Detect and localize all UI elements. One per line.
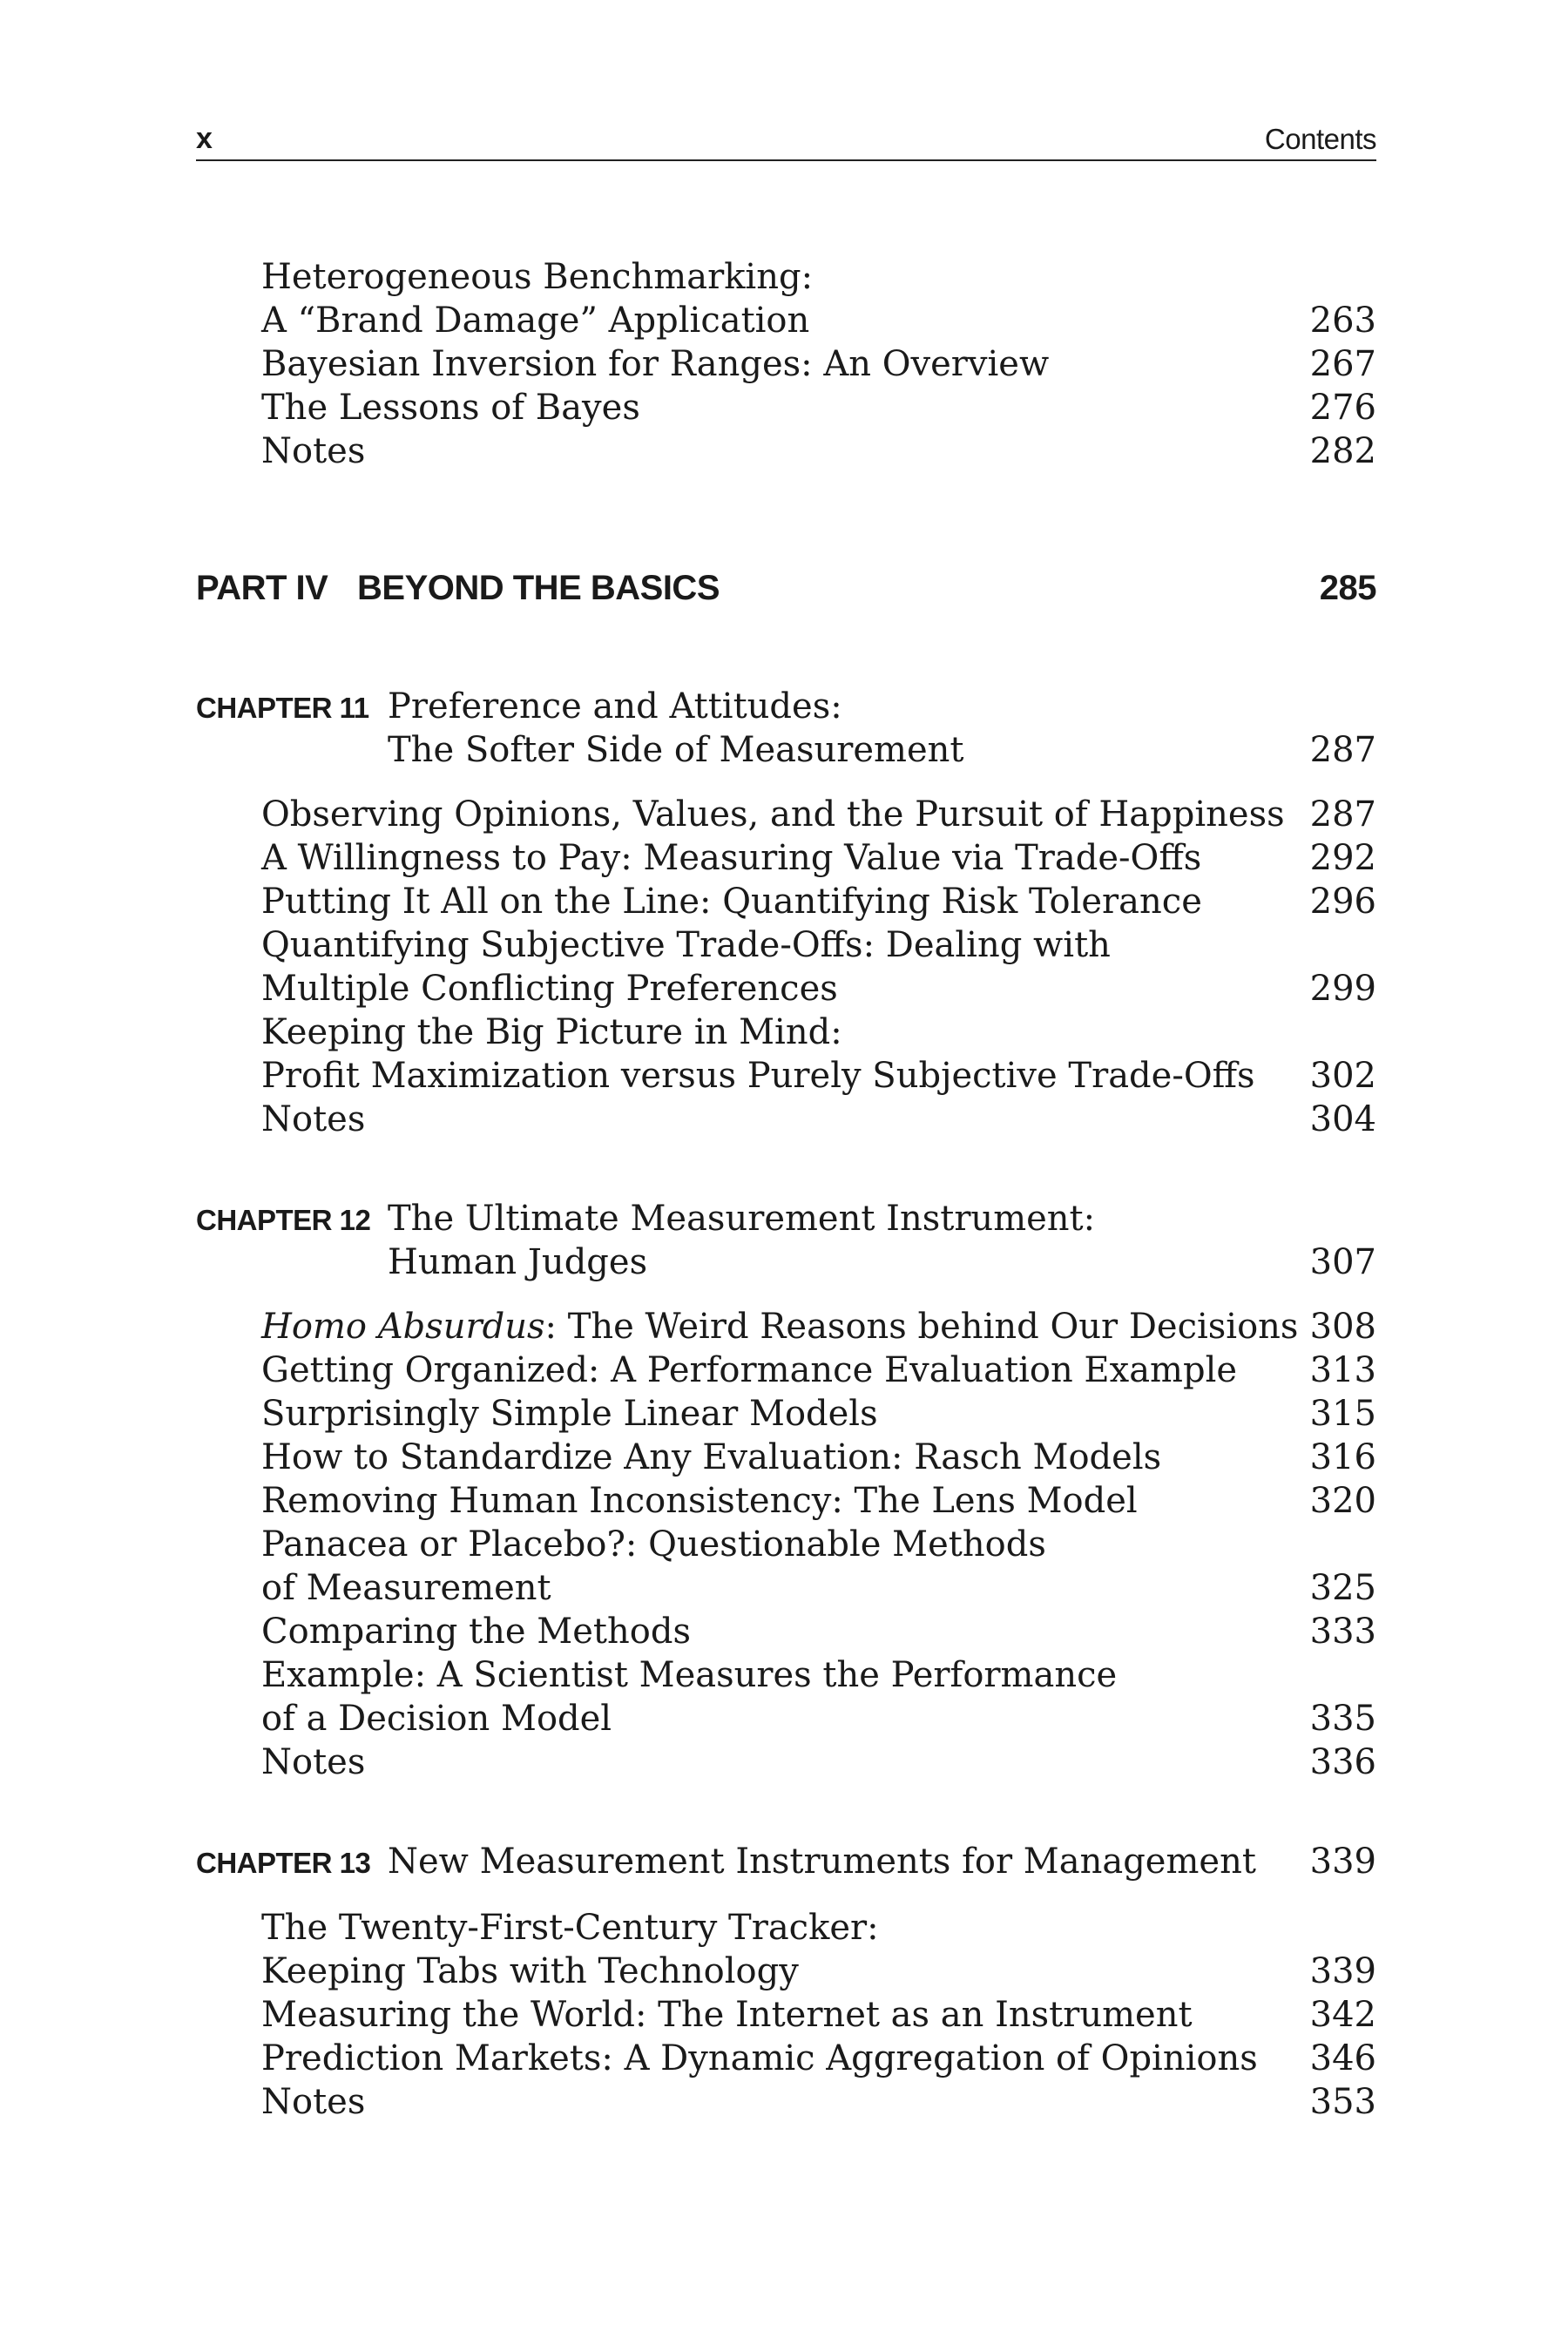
- chapter-page: 287: [1309, 730, 1376, 770]
- toc-entry-page: 315: [1309, 1394, 1376, 1434]
- toc-entry[interactable]: [261, 1566, 1376, 1610]
- toc-entry-page: 296: [1309, 882, 1376, 922]
- toc-entry[interactable]: [261, 386, 1376, 429]
- toc-entry-page: 292: [1309, 838, 1376, 878]
- toc-entry-page: 316: [1309, 1437, 1376, 1477]
- part-title: BEYOND THE BASICS: [357, 569, 720, 607]
- toc-entry-title: Comparing the Methods: [261, 1612, 691, 1652]
- toc-entry-page: 299: [1309, 969, 1376, 1009]
- toc-entry-title: Notes: [261, 2082, 366, 2122]
- toc-entry[interactable]: [261, 1098, 1376, 1141]
- toc-entry-page: 353: [1309, 2082, 1376, 2122]
- toc-entry-title: Notes: [261, 1099, 366, 1139]
- toc-entry-title: of Measurement: [261, 1568, 551, 1608]
- part-heading[interactable]: [196, 569, 1376, 608]
- toc-entry-title: [261, 1305, 1298, 1348]
- toc-entry[interactable]: [261, 1348, 1376, 1392]
- part-label: PART IV: [196, 569, 328, 607]
- chapter-label: CHAPTER 12: [196, 1204, 371, 1236]
- running-head: [196, 122, 1376, 161]
- toc-entry-title: A “Brand Damage” Application: [261, 301, 810, 341]
- toc-entry[interactable]: [261, 2037, 1376, 2080]
- toc-entry-page: 325: [1309, 1568, 1376, 1608]
- chapter-title: [388, 1840, 1376, 1883]
- toc-entry-title: Panacea or Placebo?: Questionable Methods: [261, 1524, 1046, 1565]
- toc-entry-page: 339: [1309, 1951, 1376, 1991]
- toc-entry[interactable]: [261, 299, 1376, 342]
- chapter-12: [196, 1197, 1376, 1784]
- toc-entry[interactable]: [261, 1479, 1376, 1523]
- toc-entry-title: Notes: [261, 1742, 366, 1782]
- chapter-page: 339: [1309, 1842, 1376, 1882]
- chapter-11: [196, 685, 1376, 1141]
- top-entries: [196, 255, 1376, 473]
- toc-entry[interactable]: [261, 1010, 1376, 1054]
- chapter-label: CHAPTER 11: [196, 692, 369, 724]
- running-head-section: Contents: [1264, 123, 1376, 155]
- toc-entry-page: 336: [1309, 1742, 1376, 1782]
- toc-entry-page: 333: [1309, 1612, 1376, 1652]
- toc-entry-page: 308: [1309, 1307, 1376, 1347]
- toc-entry[interactable]: [261, 342, 1376, 386]
- toc-entry-title: Multiple Conflicting Preferences: [261, 969, 838, 1009]
- page-folio: x: [196, 122, 213, 155]
- toc-entry[interactable]: [261, 1610, 1376, 1653]
- toc-entry-page: 302: [1309, 1056, 1376, 1096]
- toc-entry[interactable]: [261, 1305, 1376, 1348]
- part-page: 285: [1319, 569, 1376, 607]
- toc-entry[interactable]: [261, 923, 1376, 967]
- toc-entry-title: Quantifying Subjective Trade-Offs: Dealing with: [261, 925, 1111, 965]
- toc-entry-title: Prediction Markets: A Dynamic Aggregation of Opinions: [261, 2038, 1258, 2078]
- toc-entry[interactable]: [261, 1436, 1376, 1479]
- toc-entry-page: 267: [1309, 344, 1376, 384]
- toc-entry[interactable]: [261, 1906, 1376, 1950]
- toc-entry[interactable]: [261, 1740, 1376, 1784]
- chapter-page: 307: [1309, 1242, 1376, 1282]
- toc-entry-title-rest: : The Weird Reasons behind Our Decisions: [544, 1307, 1299, 1347]
- toc-entry[interactable]: [261, 836, 1376, 880]
- toc-entry[interactable]: [261, 1054, 1376, 1098]
- chapter-title-line: The Softer Side of Measurement: [388, 730, 964, 770]
- chapter-entries: [196, 1305, 1376, 1784]
- chapter-label: CHAPTER 13: [196, 1847, 371, 1879]
- toc-entry-title: Observing Opinions, Values, and the Pursuit of Happiness: [261, 794, 1285, 835]
- toc-entry-title: Keeping Tabs with Technology: [261, 1951, 799, 1991]
- toc-entry-title: Notes: [261, 431, 366, 471]
- toc-entry[interactable]: [261, 1653, 1376, 1697]
- toc-entry-title: Example: A Scientist Measures the Performance: [261, 1655, 1118, 1695]
- toc-entry-title: Removing Human Inconsistency: The Lens Model: [261, 1481, 1138, 1521]
- toc-entry-page: 342: [1309, 1995, 1376, 2035]
- chapter-title-line: New Measurement Instruments for Management: [388, 1842, 1256, 1882]
- chapter-entries: [196, 1906, 1376, 2124]
- toc-entry-page: 320: [1309, 1481, 1376, 1521]
- toc-entry[interactable]: [261, 880, 1376, 923]
- toc-entry[interactable]: [261, 1392, 1376, 1436]
- toc-entry-page: 335: [1309, 1699, 1376, 1739]
- toc-entry-page: 313: [1309, 1350, 1376, 1390]
- toc-entry-title: A Willingness to Pay: Measuring Value via Trade-Offs: [261, 838, 1202, 878]
- toc-entry-title: Getting Organized: A Performance Evaluation Example: [261, 1350, 1238, 1390]
- toc-entry-title: The Twenty-First-Century Tracker:: [261, 1908, 879, 1948]
- chapter-title-line: Human Judges: [388, 1242, 648, 1282]
- chapter-13: [196, 1840, 1376, 2124]
- toc-entry-title: The Lessons of Bayes: [261, 388, 640, 428]
- toc-entry-title: Measuring the World: The Internet as an Instrument: [261, 1995, 1193, 2035]
- toc-entry-title: of a Decision Model: [261, 1699, 612, 1739]
- toc-entry[interactable]: [261, 793, 1376, 836]
- toc-entry[interactable]: [261, 255, 1376, 299]
- toc-entry[interactable]: [261, 429, 1376, 473]
- toc-entry-title: How to Standardize Any Evaluation: Rasch Models: [261, 1437, 1162, 1477]
- toc-entry-title-italic: Homo Absurdus: [261, 1307, 545, 1347]
- toc-entry-page: 304: [1309, 1099, 1376, 1139]
- chapter-title-line: The Ultimate Measurement Instrument:: [388, 1199, 1096, 1239]
- toc-entry-page: 282: [1309, 431, 1376, 471]
- toc-entry-title: Heterogeneous Benchmarking:: [261, 257, 814, 297]
- toc-entry[interactable]: [261, 1993, 1376, 2037]
- chapter-title: [388, 685, 1376, 772]
- toc-entry[interactable]: [261, 1950, 1376, 1993]
- toc-entry-page: 263: [1309, 301, 1376, 341]
- toc-entry[interactable]: [261, 1523, 1376, 1566]
- toc-entry[interactable]: [261, 2080, 1376, 2124]
- chapter-title-line: Preference and Attitudes:: [388, 686, 842, 727]
- chapter-heading[interactable]: [196, 1840, 1376, 1885]
- toc-entry[interactable]: [261, 1697, 1376, 1740]
- toc-entry-title: Profit Maximization versus Purely Subjective Trade-Offs: [261, 1056, 1255, 1096]
- toc-entry[interactable]: [261, 967, 1376, 1010]
- toc-entry-page: 276: [1309, 388, 1376, 428]
- toc-entry-page: 287: [1309, 794, 1376, 835]
- chapter-entries: [196, 793, 1376, 1141]
- chapter-heading[interactable]: [196, 1197, 1376, 1284]
- toc-entry-title: Keeping the Big Picture in Mind:: [261, 1012, 842, 1052]
- chapter-title: [388, 1197, 1376, 1284]
- contents-page: [196, 122, 1376, 2124]
- toc-entry-title: Bayesian Inversion for Ranges: An Overview: [261, 344, 1050, 384]
- toc-entry-page: 346: [1309, 2038, 1376, 2078]
- chapter-heading[interactable]: [196, 685, 1376, 772]
- toc-entry-title: Surprisingly Simple Linear Models: [261, 1394, 878, 1434]
- toc-entry-title: Putting It All on the Line: Quantifying Risk Tolerance: [261, 882, 1202, 922]
